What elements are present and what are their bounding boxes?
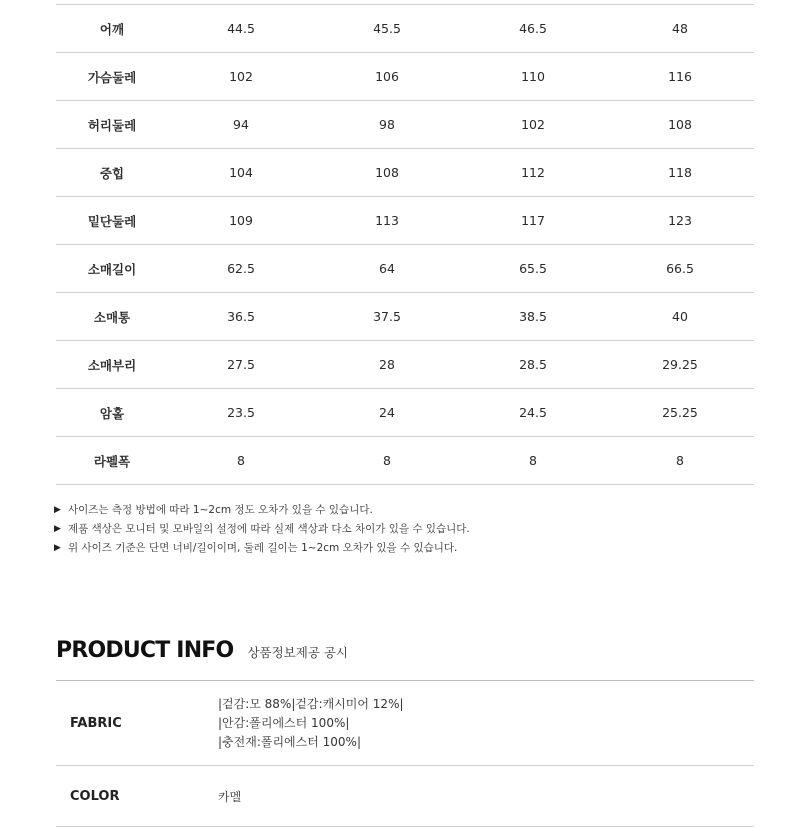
row-label: 라펠폭: [93, 453, 131, 469]
size-value: 109: [229, 213, 253, 228]
row-label: 밑단둘레: [87, 213, 137, 229]
fabric-line: |겉감:모 88%|겉감:캐시미어 12%|: [218, 696, 404, 711]
size-value: 44.5: [227, 21, 255, 36]
size-value: 62.5: [227, 261, 255, 276]
fabric-line: |충전재:폴리에스터 100%|: [218, 734, 361, 749]
note-item: [54, 519, 754, 538]
size-value: 108: [375, 165, 399, 180]
row-label: 소매길이: [87, 261, 137, 277]
triangle-bullet-icon: ▶: [54, 523, 61, 534]
size-value: 29.25: [662, 357, 698, 372]
size-value: 117: [521, 213, 545, 228]
size-value: 46.5: [519, 21, 547, 36]
fabric-row: [56, 681, 754, 766]
size-row-armhole: [56, 389, 754, 437]
product-info-subtitle: 상품정보제공 공시: [247, 645, 349, 660]
note-item: [54, 538, 754, 557]
size-value: 113: [375, 213, 399, 228]
size-value: 123: [668, 213, 692, 228]
size-value: 24: [379, 405, 395, 420]
size-value: 28: [379, 357, 395, 372]
size-value: 45.5: [373, 21, 401, 36]
color-value: 카멜: [218, 789, 242, 804]
color-row: [56, 766, 754, 827]
row-label: 가슴둘레: [87, 69, 137, 85]
size-table: [56, 4, 754, 485]
product-info-table: [56, 680, 754, 827]
product-info-header: [56, 638, 348, 670]
size-value: 98: [379, 117, 395, 132]
size-value: 112: [521, 165, 545, 180]
size-row-waist: [56, 101, 754, 149]
size-value: 64: [379, 261, 395, 276]
note-text: 위 사이즈 기준은 단면 너비/길이이며, 둘레 길이는 1~2cm 오차가 있을 수 있습니다.: [68, 542, 458, 554]
triangle-bullet-icon: ▶: [54, 542, 61, 553]
row-label: 어깨: [99, 21, 125, 37]
product-info-title: PRODUCT INFO: [56, 638, 234, 663]
size-value: 102: [229, 69, 253, 84]
size-value: 8: [383, 453, 391, 468]
triangle-bullet-icon: ▶: [54, 504, 61, 515]
size-value: 28.5: [519, 357, 547, 372]
row-label: 허리둘레: [87, 117, 137, 133]
size-row-lapel: [56, 437, 754, 485]
note-item: [54, 500, 754, 519]
fabric-value: [218, 695, 754, 752]
row-label: 소매부리: [87, 357, 137, 373]
row-label: 암홀: [99, 405, 125, 421]
note-text: 제품 색상은 모니터 및 모바일의 설정에 따라 실제 색상과 다소 차이가 있을 수 있습니다.: [68, 523, 470, 535]
color-label: COLOR: [70, 788, 120, 804]
fabric-label: FABRIC: [70, 715, 122, 731]
size-value: 38.5: [519, 309, 547, 324]
size-value: 48: [672, 21, 688, 36]
size-row-hip: [56, 149, 754, 197]
size-value: 66.5: [666, 261, 694, 276]
size-value: 8: [237, 453, 245, 468]
size-value: 116: [668, 69, 692, 84]
size-notes: [54, 500, 754, 557]
size-row-shoulder: [56, 5, 754, 53]
size-row-sleeve-width: [56, 293, 754, 341]
size-row-sleeve-length: [56, 245, 754, 293]
size-value: 102: [521, 117, 545, 132]
size-value: 8: [676, 453, 684, 468]
size-value: 94: [233, 117, 249, 132]
size-value: 110: [521, 69, 545, 84]
size-value: 40: [672, 309, 688, 324]
row-label: 소매통: [93, 309, 131, 325]
size-value: 25.25: [662, 405, 698, 420]
size-value: 65.5: [519, 261, 547, 276]
size-row-cuff: [56, 341, 754, 389]
size-value: 27.5: [227, 357, 255, 372]
size-value: 104: [229, 165, 253, 180]
size-row-chest: [56, 53, 754, 101]
size-value: 23.5: [227, 405, 255, 420]
size-value: 106: [375, 69, 399, 84]
size-value: 108: [668, 117, 692, 132]
size-value: 118: [668, 165, 692, 180]
size-value: 36.5: [227, 309, 255, 324]
note-text: 사이즈는 측정 방법에 따라 1~2cm 정도 오차가 있을 수 있습니다.: [68, 504, 373, 516]
fabric-line: |안감:폴리에스터 100%|: [218, 715, 350, 730]
size-value: 8: [529, 453, 537, 468]
size-value: 37.5: [373, 309, 401, 324]
size-value: 24.5: [519, 405, 547, 420]
row-label: 중힙: [99, 165, 125, 181]
size-row-hem: [56, 197, 754, 245]
